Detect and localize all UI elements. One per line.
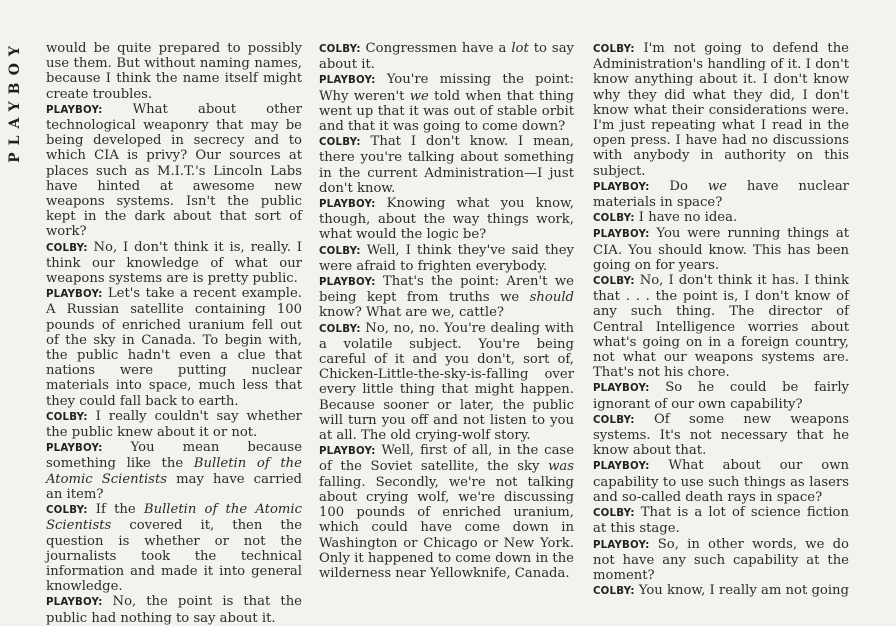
text-column-1	[46, 41, 302, 626]
speaker-label: COLBY:	[593, 508, 635, 520]
paragraph	[593, 412, 849, 459]
paragraph	[593, 210, 849, 226]
speaker-label: COLBY:	[593, 586, 635, 598]
text-column-3	[593, 41, 849, 601]
body-text: Well, I think they've said they were afraid to frighten everybody.	[319, 242, 574, 274]
paragraph	[593, 380, 849, 411]
paragraph	[46, 409, 302, 440]
paragraph	[593, 179, 849, 210]
italic-text: should	[529, 290, 574, 306]
speaker-label: COLBY:	[593, 44, 635, 55]
body-text: Let's take a recent example. A Russian satellite containing 100 pounds of enriched uranium fell out of the sky in Canada. To begin with, the public hadn't even a clue that nations were putting nuclear materials into space, much less that they could fall back to earth.	[46, 286, 302, 409]
body-text: I really couldn't say whether the public knew about it or not.	[46, 408, 302, 441]
speaker-label: PLAYBOY:	[46, 597, 103, 609]
playboy-logo-text: PLAYBOY	[7, 39, 23, 163]
body-text: Congressmen have a	[360, 41, 512, 56]
speaker-label: PLAYBOY:	[593, 539, 650, 551]
italic-text: Bulletin of the Atomic Scientists	[46, 456, 302, 487]
paragraph	[46, 41, 302, 102]
body-text: Knowing what you know, though, about the way things work, what would the logic be?	[319, 196, 574, 243]
body-text: So, in other words, we do not have any such capability at the moment?	[593, 536, 849, 583]
body-text: know? What are we, cattle?	[319, 305, 504, 321]
body-text: falling. Secondly, we're not talking about crying wolf, we're discussing 100 pounds of enriched uranium, which could have come down in Washington or Chicago or New York. Only it happened to come down in the wilderness near Yellowknife, Canada.	[319, 474, 574, 581]
paragraph	[593, 458, 849, 505]
body-text: covered it, then the question is whether or not the journalists took the technical information and made it into general knowledge.	[46, 518, 302, 595]
paragraph	[593, 41, 849, 179]
speaker-label: COLBY:	[593, 276, 635, 288]
body-text: have nuclear materials in space?	[593, 178, 849, 211]
body-text: would be quite prepared to possibly use them. But without naming names, because I think the name itself might create troubles.	[46, 41, 302, 102]
paragraph	[319, 41, 574, 72]
speaker-label: PLAYBOY:	[46, 289, 103, 301]
paragraph	[46, 102, 302, 240]
italic-text: we	[409, 88, 429, 104]
speaker-label: COLBY:	[319, 137, 361, 149]
speaker-label: COLBY:	[593, 213, 635, 225]
body-text: What about other technological weaponry that may be being developed in secrecy and to which CIA is privy? Our sources at places such as M.I.T.'s Lincoln Labs have hinted at awesome new weapons systems. Isn't the public kept in the dark about that sort of work?	[46, 101, 302, 240]
speaker-label: PLAYBOY:	[319, 277, 376, 289]
paragraph	[593, 273, 849, 380]
speaker-label: PLAYBOY:	[319, 75, 376, 87]
body-text: Of some new weapons systems. It's not necessary that he know about that.	[593, 411, 849, 459]
body-text: told when that thing went up that it was out of stable orbit and that it was going to come down?	[319, 88, 574, 135]
paragraph	[46, 240, 302, 287]
paragraph	[593, 226, 849, 273]
paragraph	[593, 583, 849, 599]
speaker-label: COLBY:	[46, 242, 88, 254]
paragraph	[593, 537, 849, 584]
body-text: What about our own capability to use such things as lasers and so-called death rays in space?	[593, 458, 849, 505]
speaker-label: COLBY:	[46, 411, 88, 423]
body-text: That's the point: Aren't we being kept from truths we	[319, 274, 574, 306]
speaker-label: PLAYBOY:	[593, 383, 650, 395]
speaker-label: COLBY:	[46, 505, 88, 517]
speaker-label: PLAYBOY:	[319, 199, 376, 211]
speaker-label: PLAYBOY:	[593, 229, 650, 241]
paragraph	[319, 274, 574, 321]
body-text: If the	[87, 502, 144, 518]
body-text: No, the point is that the public had nothing to say about it.	[46, 594, 302, 626]
paragraph	[319, 243, 574, 274]
body-text: No, no, no. You're dealing with a volatile subject. You're being careful of it and you don't, sort of, Chicken-Little-the-sky-is-falling over every little thing that might happen. Because sooner or later, the public will turn you off and not listen to you at all. The old crying-wolf story.	[319, 320, 574, 444]
body-text: to say about it.	[319, 41, 575, 73]
speaker-label: PLAYBOY:	[319, 446, 376, 458]
text-column-2	[319, 41, 574, 601]
playboy-logo	[2, 36, 28, 166]
italic-text: was	[548, 459, 574, 475]
body-text: You were running things at CIA. You should know. This has been going on for years.	[593, 226, 849, 273]
body-text: That I don't know. I mean, there you're talking about something in the current Administration—I just don't know.	[319, 134, 574, 196]
speaker-label: PLAYBOY:	[46, 443, 103, 455]
italic-text: we	[707, 178, 727, 194]
paragraph	[319, 72, 574, 134]
paragraph	[319, 196, 574, 243]
body-text: I have no idea.	[634, 210, 738, 226]
body-text: may have carried an item?	[46, 471, 302, 502]
paragraph	[319, 443, 574, 581]
paragraph	[319, 321, 574, 444]
italic-text: Bulletin of the Atomic Scientists	[46, 502, 302, 534]
body-text: No, I don't think it has. I think that . . . the point is, I don't know of any such thing. The director of Central Intelligence worries about what's going on in a foreign country, not what our weapons systems are. That's not his chore.	[593, 273, 849, 381]
body-text: Do	[649, 178, 708, 194]
speaker-label: PLAYBOY:	[593, 181, 650, 193]
paragraph	[319, 134, 574, 196]
body-text: No, I don't think it is, really. I think our knowledge of what our weapons systems are is pretty public.	[46, 239, 302, 287]
italic-text: lot	[511, 41, 529, 56]
body-text: You're missing the point: Why weren't	[319, 72, 574, 104]
body-text: So he could be fairly ignorant of our own capability?	[593, 380, 849, 412]
paragraph	[46, 286, 302, 409]
body-text: Well, first of all, in the case of the Soviet satellite, the sky	[319, 443, 574, 475]
body-text: That is a lot of science fiction at this stage.	[593, 505, 849, 537]
speaker-label: COLBY:	[593, 414, 635, 426]
speaker-label: PLAYBOY:	[593, 461, 650, 473]
paragraph	[593, 505, 849, 536]
paragraph	[46, 502, 302, 594]
body-text: You mean because something like the	[46, 440, 302, 472]
speaker-label: PLAYBOY:	[46, 104, 103, 116]
body-text: You know, I really am not going	[634, 583, 849, 599]
body-text: I'm not going to defend the Administration's handling of it. I don't know anything about it. I don't know why they did what they did, I don't know what their considerations were. I'm just repeating what I read in the open press. I have had no discussions with anybody in authority on this subject.	[593, 41, 849, 179]
speaker-label: COLBY:	[319, 323, 361, 335]
paragraph	[46, 440, 302, 502]
paragraph	[46, 594, 302, 625]
speaker-label: COLBY:	[319, 44, 361, 55]
speaker-label: COLBY:	[319, 245, 361, 257]
